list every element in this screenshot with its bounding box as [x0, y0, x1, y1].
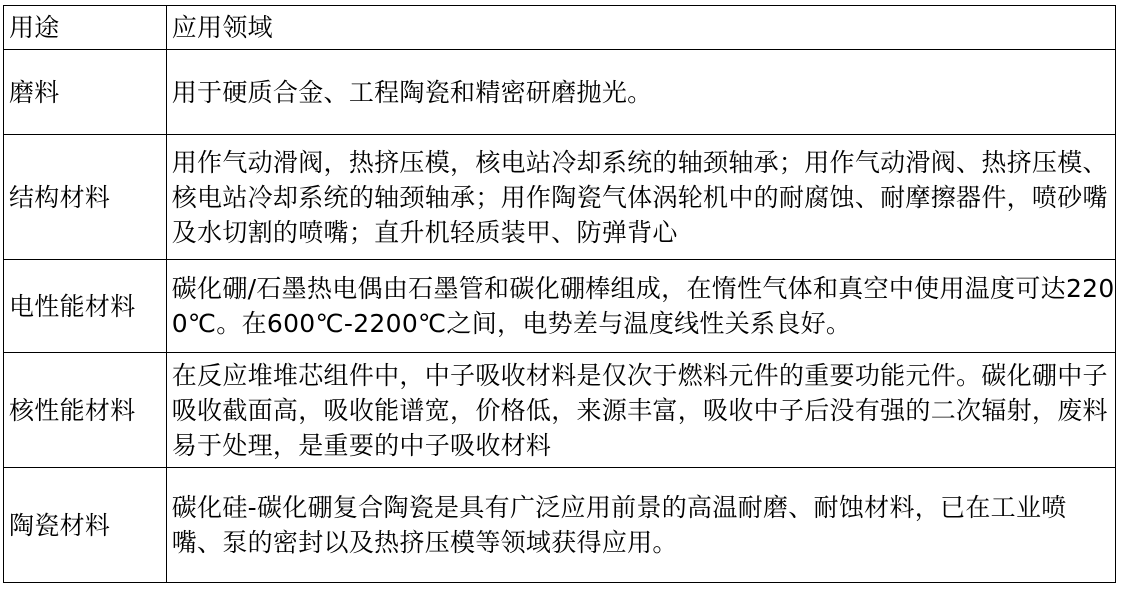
table-header-row	[4, 6, 1116, 50]
header-application: 应用领域	[166, 6, 1115, 50]
row-application-cell: 碳化硅-碳化硼复合陶瓷是具有广泛应用前景的高温耐磨、耐蚀材料，已在工业喷嘴、泵的密封以及热挤压模等领域获得应用。	[166, 468, 1115, 583]
table-row	[4, 353, 1116, 468]
table-row	[4, 135, 1116, 260]
row-application-cell: 在反应堆堆芯组件中，中子吸收材料是仅次于燃料元件的重要功能元件。碳化硼中子吸收截面高，吸收能谱宽，价格低，来源丰富，吸收中子后没有强的二次辐射，废料易于处理，是重要的中子吸收材料	[166, 353, 1115, 468]
row-use-cell: 陶瓷材料	[4, 468, 167, 583]
table-row	[4, 468, 1116, 583]
table-row	[4, 50, 1116, 135]
applications-table	[3, 5, 1116, 583]
table-row	[4, 260, 1116, 353]
row-use-cell: 核性能材料	[4, 353, 167, 468]
row-application-cell: 用作气动滑阀，热挤压模，核电站冷却系统的轴颈轴承；用作气动滑阀、热挤压模、核电站冷却系统的轴颈轴承；用作陶瓷气体涡轮机中的耐腐蚀、耐摩擦器件，喷砂嘴及水切割的喷嘴；直升机轻质装甲、防弹背心	[166, 135, 1115, 260]
row-application-cell: 用于硬质合金、工程陶瓷和精密研磨抛光。	[166, 50, 1115, 135]
header-use: 用途	[4, 6, 167, 50]
row-use-cell: 磨料	[4, 50, 167, 135]
row-use-cell: 电性能材料	[4, 260, 167, 353]
row-application-cell: 碳化硼/石墨热电偶由石墨管和碳化硼棒组成，在惰性气体和真空中使用温度可达2200℃。在600℃-2200℃之间，电势差与温度线性关系良好。	[166, 260, 1115, 353]
row-use-cell: 结构材料	[4, 135, 167, 260]
